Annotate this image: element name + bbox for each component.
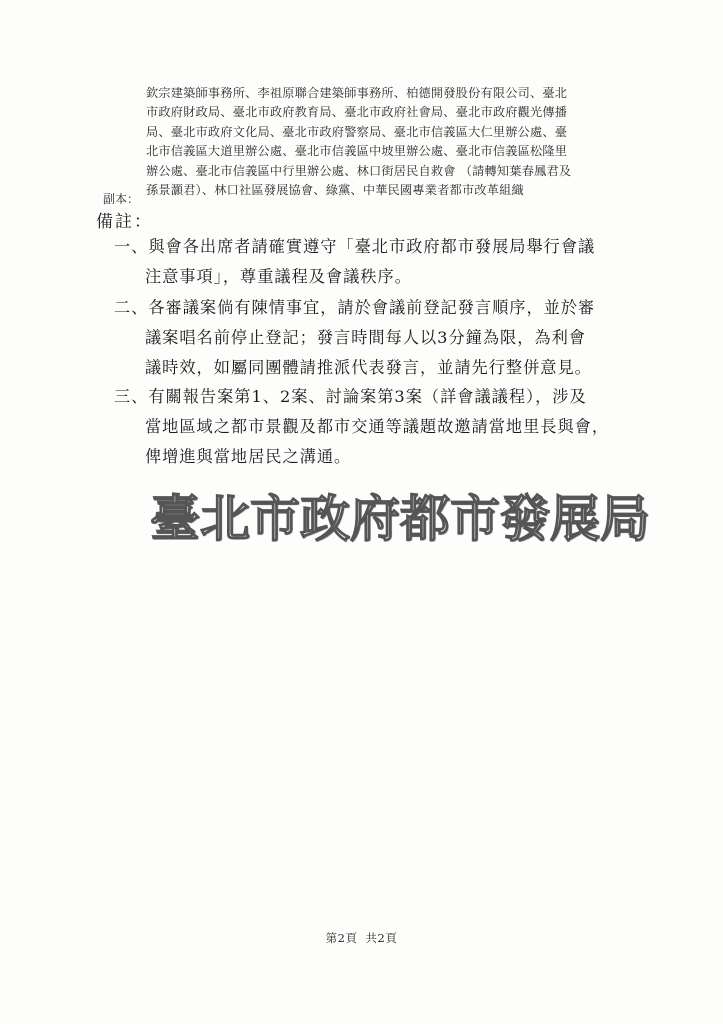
copy-label: 副本： (103, 192, 140, 206)
notes-heading: 備註： (96, 212, 153, 232)
cc-line: 市政府財政局、臺北市政府教育局、臺北市政府社會局、臺北市政府觀光傳播 (146, 105, 568, 120)
note-item-1 (114, 232, 674, 292)
cc-line: 局、臺北市政府文化局、臺北市政府警察局、臺北市信義區大仁里辦公處、臺 (146, 124, 568, 139)
cc-line: 孫景灝君）、林口社區發展協會、綠黨、中華民國專業者都市改革組織 (146, 183, 524, 198)
note-number: 一、 (114, 237, 149, 256)
note-first-line (114, 232, 674, 262)
note-line: 當地區域之都市景觀及都市交通等議題故邀請當地里長與會， (145, 417, 610, 436)
page-footer (0, 930, 723, 946)
note-number: 三、 (114, 387, 149, 406)
cc-line: 欽宗建築師事務所、李祖原聯合建築師事務所、柏德開發股份有限公司、臺北 (146, 86, 568, 100)
cc-recipient-list (146, 84, 646, 200)
agency-seal-stamp (150, 486, 650, 552)
page-number: 第2頁 (325, 931, 358, 945)
note-first-line (114, 293, 674, 323)
note-line: 議時效，如屬同團體請推派代表發言，並請先行整併意見。 (145, 358, 592, 377)
note-line: 注意事項」，尊重議程及會議秩序。 (145, 267, 412, 286)
note-item-2 (114, 293, 674, 383)
note-text: 與會各出席者請確實遵守「臺北市政府都市發展局舉行會議 (148, 237, 596, 256)
seal-text: 臺北市政府都市發展局 (150, 490, 650, 548)
note-first-line (114, 382, 674, 412)
note-line: 議案唱名前停止登記；發言時間每人以3分鐘為限，為利會 (145, 328, 586, 347)
cc-line: 辦公處、臺北市信義區中行里辦公處、林口街居民自救會 （請轉知葉春鳳君及 (146, 163, 572, 178)
note-line: 俾增進與當地居民之溝通。 (145, 447, 352, 466)
note-number: 二、 (114, 298, 149, 317)
page-total: 共2頁 (365, 931, 398, 945)
note-text: 各審議案倘有陳情事宜，請於會議前登記發言順序，並於審 (148, 298, 596, 317)
cc-line: 北市信義區大道里辦公處、臺北市信義區中坡里辦公處、臺北市信義區松隆里 (146, 144, 568, 159)
note-item-3 (114, 382, 674, 472)
note-text: 有關報告案第1、2案、討論案第3案（詳會議議程），涉及 (148, 387, 587, 406)
